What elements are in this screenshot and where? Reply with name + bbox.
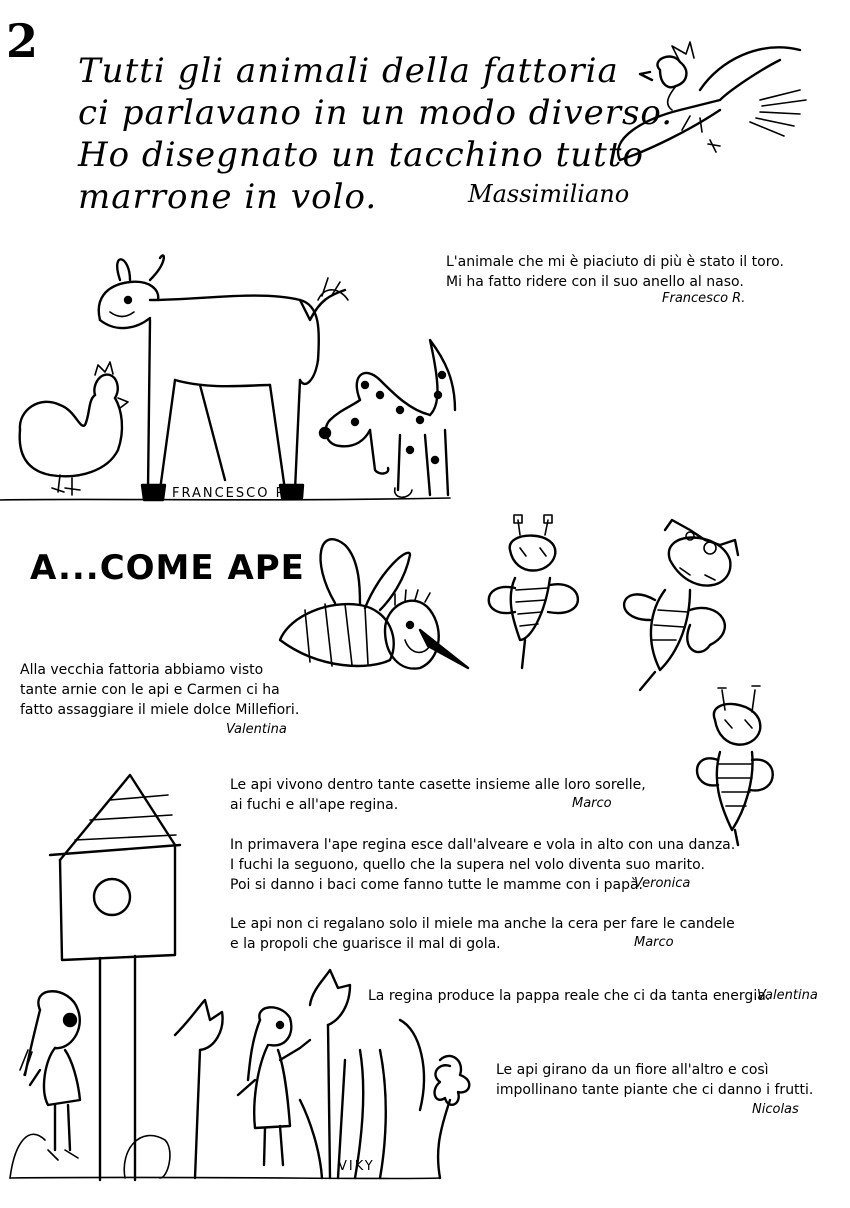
valentina-author-2: Valentina <box>757 988 818 1003</box>
bull-drawing <box>99 255 348 501</box>
hen-drawing <box>20 362 128 495</box>
valentina-line: fatto assaggiare il miele dolce Millefiori. <box>20 702 300 718</box>
valentina-line: Alla vecchia fattoria abbiamo visto <box>20 662 264 678</box>
bush <box>124 1135 170 1178</box>
intro-line: ci parlavano in un modo diverso. <box>78 93 674 133</box>
intro-line: marrone in volo. <box>78 177 378 217</box>
toro-line: L'animale che mi è piaciuto di più è stato il toro. <box>446 254 784 270</box>
valentina-author: Valentina <box>226 722 287 737</box>
flowers-drawing <box>175 970 469 1178</box>
big-bee-drawing <box>280 539 468 668</box>
intro-line: Ho disegnato un tacchino tutto <box>78 135 644 175</box>
toro-author: Francesco R. <box>662 291 746 306</box>
marco-author: Marco <box>572 796 612 811</box>
page-number: 2 <box>6 14 39 68</box>
intro-line: Tutti gli animali della fattoria <box>78 51 619 91</box>
bush <box>10 1134 45 1178</box>
viky-label: VIKY <box>338 1159 375 1174</box>
headline: A...COME APE <box>30 548 305 588</box>
veronica-line: Poi si danno i baci come fanno tutte le mamme con i papà. <box>230 877 644 893</box>
bee-drawing <box>489 515 578 668</box>
toro-line: Mi ha fatto ridere con il suo anello al naso. <box>446 274 744 290</box>
nicolas-line: impollinano tante piante che ci danno i frutti. <box>496 1082 814 1098</box>
intro-author: Massimiliano <box>468 180 630 208</box>
marco-author-2: Marco <box>634 935 674 950</box>
marco-line: ai fuchi e all'ape regina. <box>230 797 399 813</box>
valentina-text-2: La regina produce la pappa reale che ci da tanta energia. <box>368 988 771 1004</box>
valentina-line: tante arnie con le api e Carmen ci ha <box>20 682 280 698</box>
veronica-author: Veronica <box>634 876 691 891</box>
dog-drawing <box>320 340 455 497</box>
turkey-drawing <box>618 42 806 160</box>
marco-line: Le api vivono dentro tante casette insieme alle loro sorelle, <box>230 777 646 793</box>
marco-line: Le api non ci regalano solo il miele ma anche la cera per fare le candele <box>230 916 735 932</box>
veronica-line: I fuchi la seguono, quello che la supera nel volo diventa suo marito. <box>230 857 705 873</box>
veronica-line: In primavera l'ape regina esce dall'alveare e vola in alto con una danza. <box>230 837 736 853</box>
bee-drawing-small <box>697 686 773 845</box>
bull-drawing-label: FRANCESCO R. <box>172 486 293 501</box>
queen-bee-drawing <box>624 520 738 690</box>
nicolas-author: Nicolas <box>752 1102 799 1117</box>
nicolas-line: Le api girano da un fiore all'altro e così <box>496 1062 769 1078</box>
child-drawing <box>238 1007 310 1165</box>
bottom-ground <box>10 1177 440 1178</box>
marco-line: e la propoli che guarisce il mal di gola. <box>230 936 501 952</box>
